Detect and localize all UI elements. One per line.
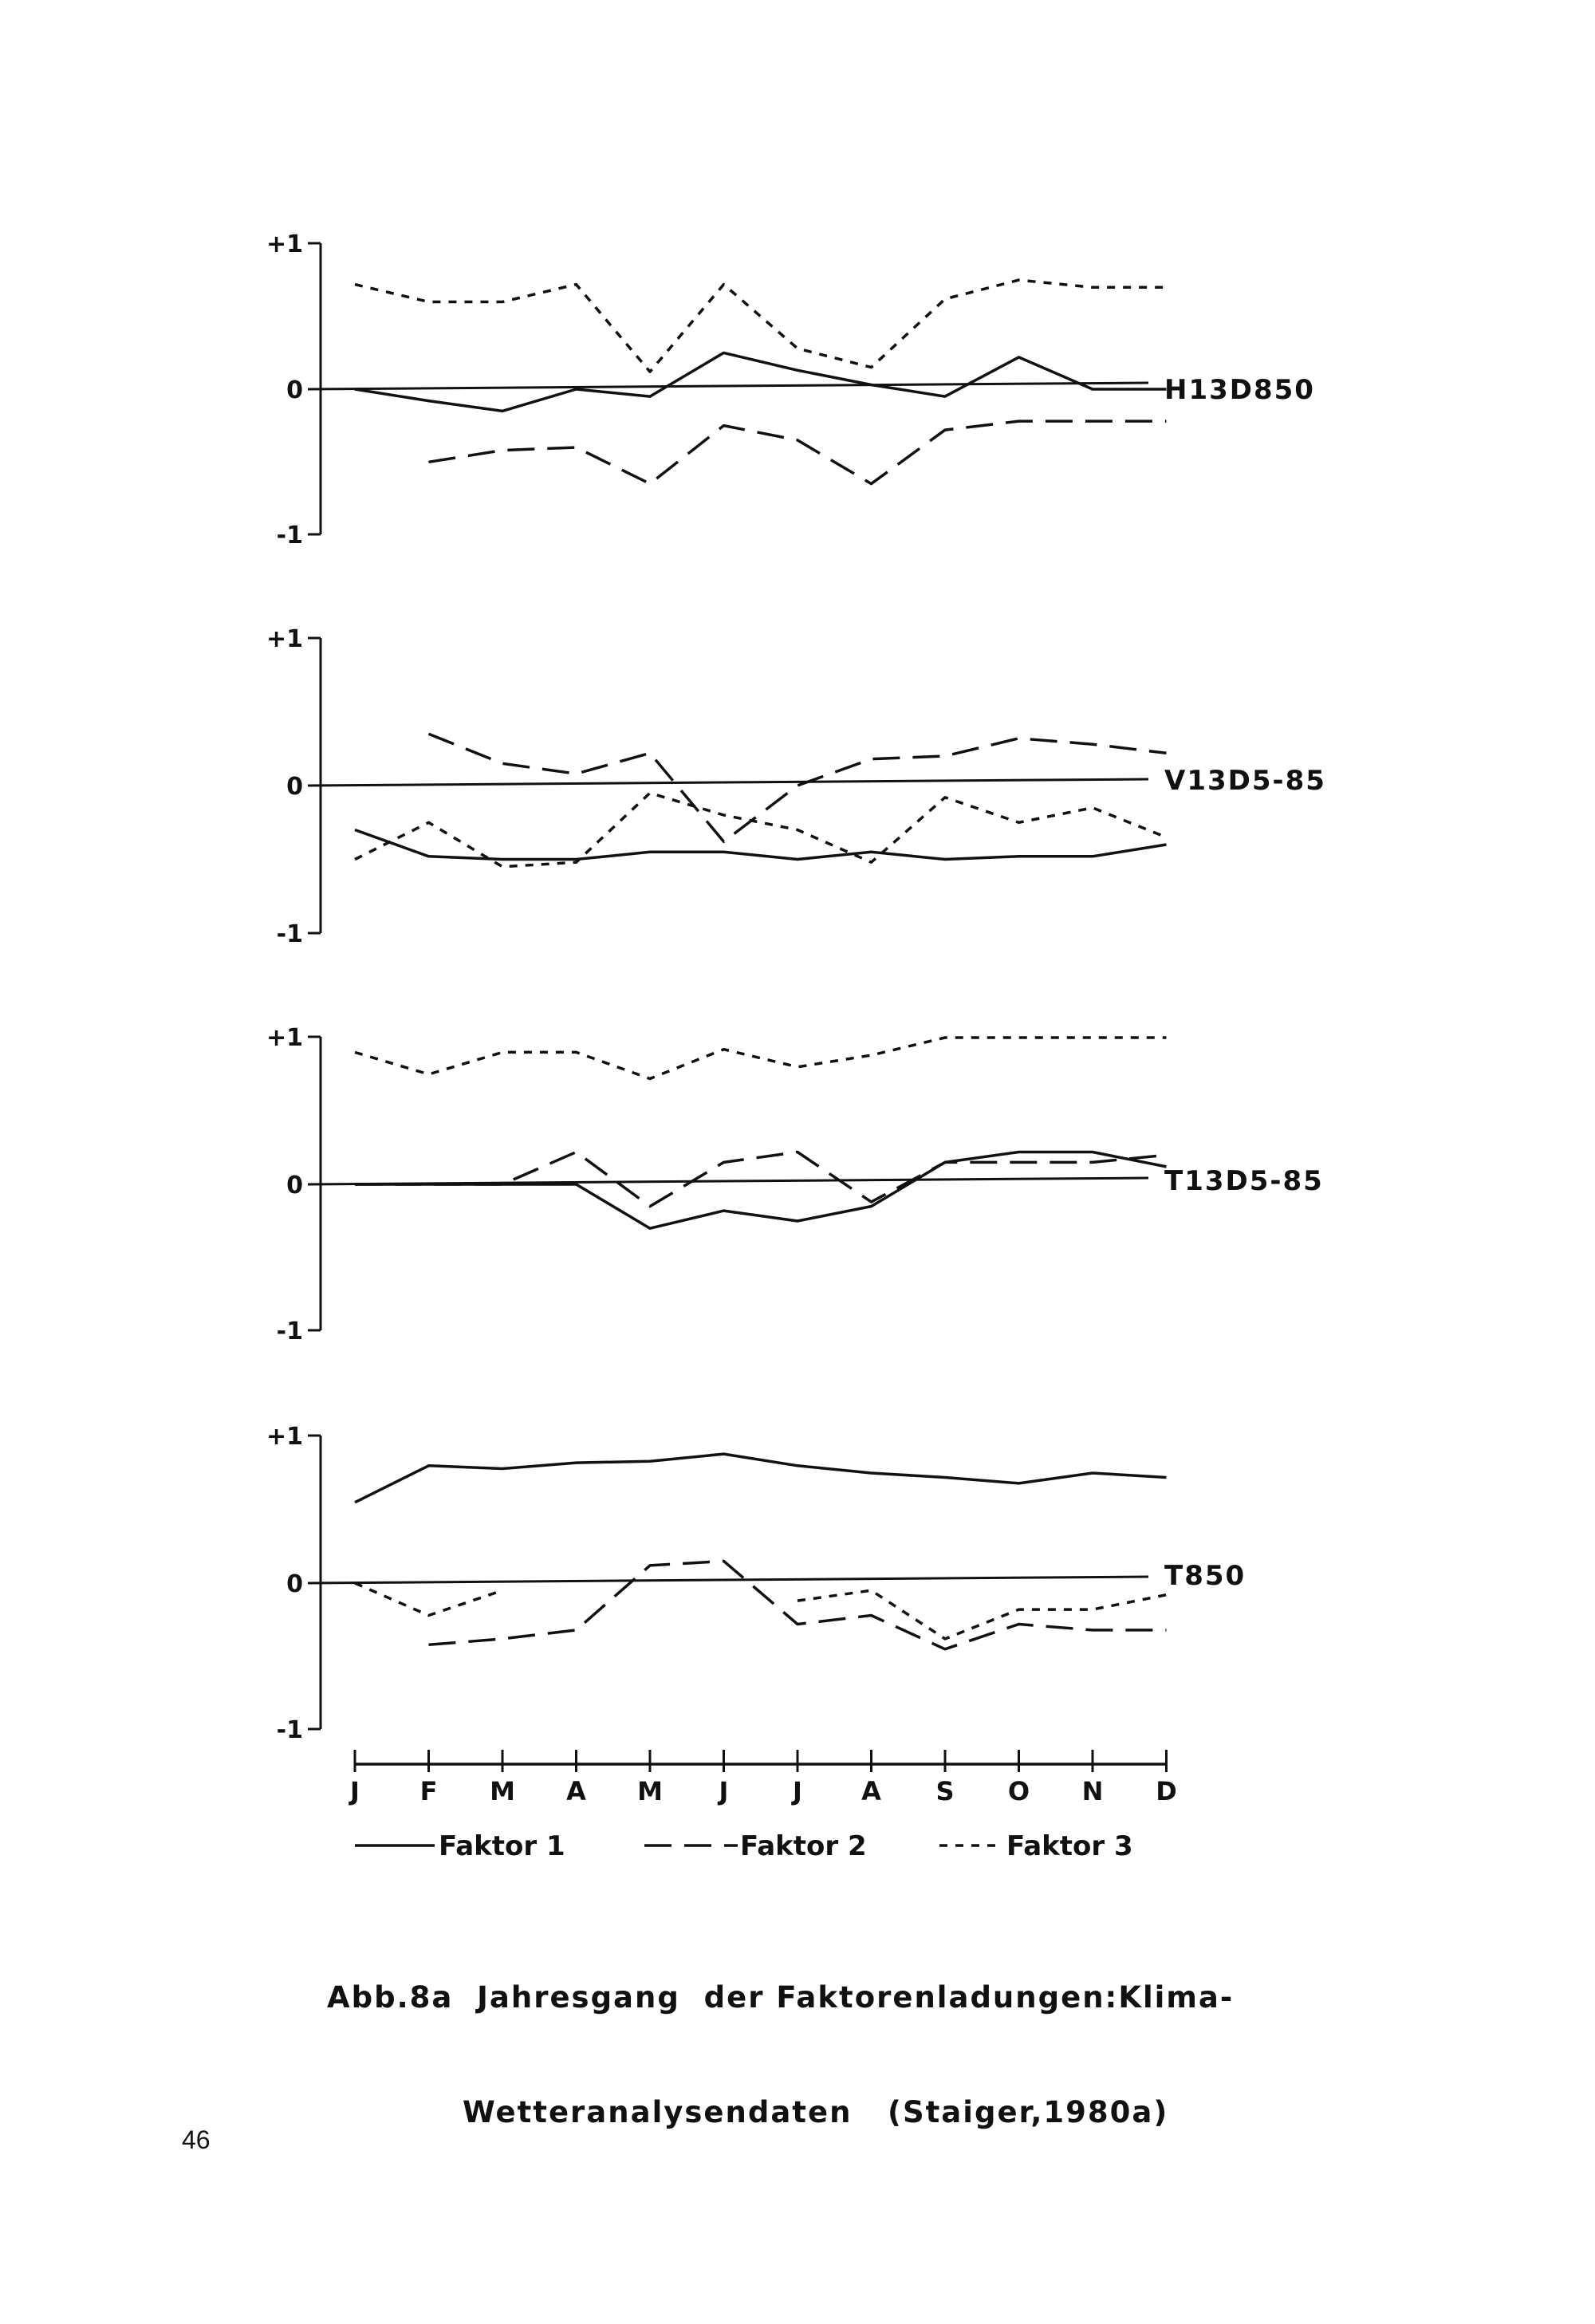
y-tick-label: +1	[266, 230, 303, 258]
chart-panels	[266, 230, 1326, 1744]
panel-label: T13D5-85	[1164, 1165, 1324, 1197]
y-tick-label: 0	[286, 773, 303, 801]
legend	[355, 1830, 1133, 1862]
month-label: A	[566, 1776, 586, 1806]
panel-t13d5-85	[266, 1024, 1324, 1345]
caption-line-2: Wetteranalysendaten (Staiger,1980a)	[463, 2095, 1169, 2129]
data-point	[650, 753, 651, 754]
data-point	[945, 756, 946, 757]
panel-label: V13D5-85	[1164, 765, 1326, 797]
data-point	[1166, 287, 1167, 288]
data-point	[576, 447, 577, 448]
month-label: J	[350, 1776, 360, 1806]
y-tick-label: -1	[276, 1318, 303, 1345]
data-point	[945, 298, 946, 299]
data-point	[871, 1590, 872, 1591]
y-tick-label: 0	[286, 1172, 303, 1199]
month-label: J	[719, 1776, 729, 1806]
data-point	[871, 1055, 872, 1056]
month-label: J	[793, 1776, 802, 1806]
month-axis	[349, 1750, 1177, 1806]
month-label: M	[490, 1776, 515, 1806]
data-point	[502, 450, 503, 451]
series-line-faktor-3	[355, 1038, 1167, 1079]
figure-caption	[327, 1902, 1234, 2170]
data-point	[428, 301, 429, 302]
y-tick-label: +1	[266, 1024, 303, 1052]
month-label: M	[637, 1776, 663, 1806]
month-label: N	[1081, 1776, 1104, 1806]
y-tick-label: -1	[276, 920, 303, 948]
panel-label: H13D850	[1164, 374, 1315, 406]
month-label: A	[861, 1776, 881, 1806]
panel-v13d5-85	[266, 625, 1326, 948]
series-line-faktor-2	[429, 421, 1167, 484]
month-label: O	[1007, 1776, 1030, 1806]
data-point	[428, 1074, 429, 1075]
data-point	[871, 758, 872, 759]
panel-t850	[266, 1423, 1246, 1744]
series-line-faktor-2	[429, 734, 1167, 841]
data-point	[502, 1052, 503, 1053]
series-line-faktor-3	[355, 1583, 502, 1616]
y-tick-label: 0	[286, 376, 303, 404]
y-tick-label: -1	[276, 522, 303, 549]
y-tick-label: +1	[266, 625, 303, 653]
panel-label: T850	[1164, 1560, 1246, 1592]
y-tick-label: 0	[286, 1570, 303, 1598]
month-label: S	[935, 1776, 955, 1806]
zero-line	[308, 383, 1148, 389]
series-line-faktor-1	[355, 1152, 1167, 1229]
data-point	[502, 1590, 503, 1591]
month-label: F	[419, 1776, 438, 1806]
page-number: 46	[182, 2125, 211, 2154]
data-point	[576, 1629, 577, 1630]
series-line-faktor-1	[355, 1454, 1167, 1503]
data-point	[650, 483, 651, 484]
series-line-faktor-3	[798, 1590, 1167, 1639]
legend-label: Faktor 1	[439, 1830, 565, 1862]
zero-line	[308, 779, 1148, 786]
panel-h13d850	[266, 230, 1315, 549]
y-tick-label: +1	[266, 1423, 303, 1451]
legend-label: Faktor 2	[740, 1830, 867, 1862]
data-point	[650, 793, 651, 794]
month-label: D	[1156, 1776, 1177, 1806]
data-point	[1018, 738, 1019, 739]
series-line-faktor-2	[429, 1561, 1167, 1648]
series-line-faktor-1	[355, 353, 1167, 411]
series-line-faktor-1	[355, 830, 1167, 860]
legend-label: Faktor 3	[1006, 1830, 1133, 1862]
data-point	[502, 1638, 503, 1639]
zero-line	[308, 1577, 1148, 1583]
caption-line-1: Abb.8a Jahresgang der Faktorenladungen:Klima-	[327, 1980, 1235, 2015]
data-point	[502, 866, 503, 867]
series-line-faktor-3	[355, 280, 1167, 372]
y-tick-label: -1	[276, 1716, 303, 1744]
data-point	[1166, 1155, 1167, 1156]
